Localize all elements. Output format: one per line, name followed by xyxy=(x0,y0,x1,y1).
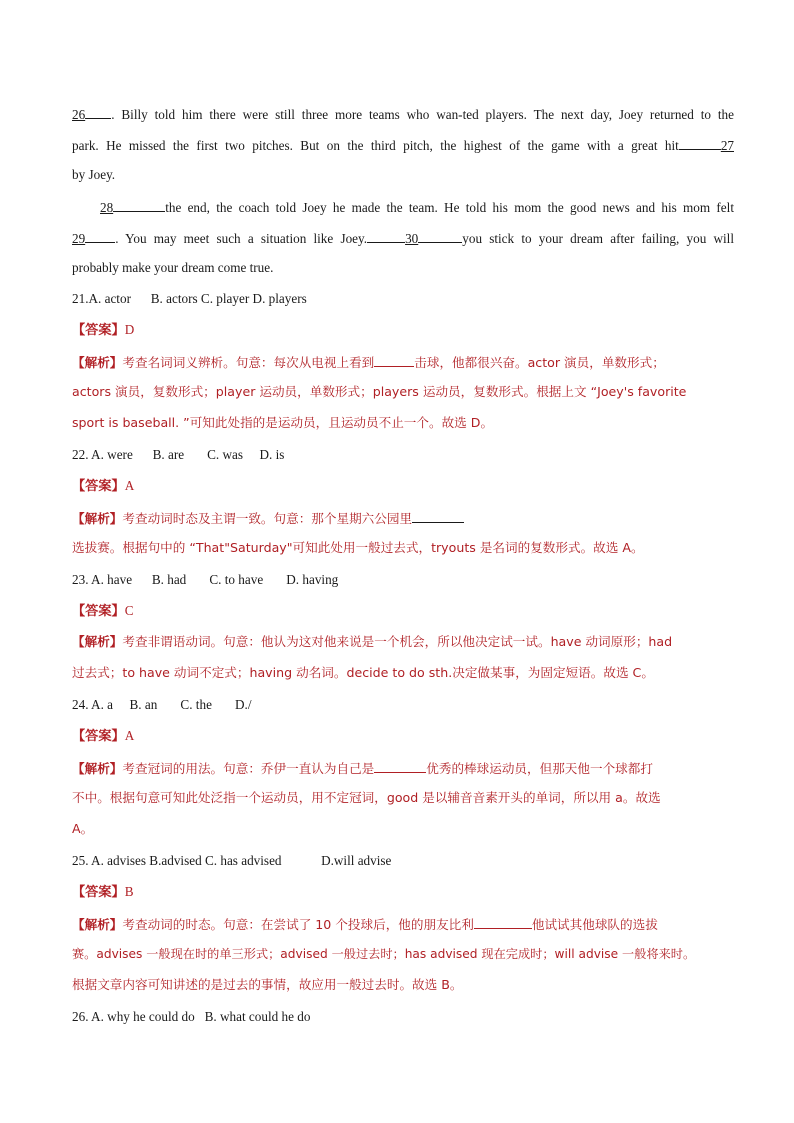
analysis-line: 赛。advises 一般现在时的单三形式；advised 一般过去时；has advised 现在完成时；will advise 一般将来时。 xyxy=(72,947,696,961)
analysis-line: 根据文章内容可知讲述的是过去的事情，故应用一般过去时。故选 B。 xyxy=(72,977,463,992)
analysis-line: A。 xyxy=(72,821,94,836)
answer-value: B xyxy=(124,884,134,899)
answer-blank xyxy=(418,228,462,243)
answer-line: 【答案】D xyxy=(72,322,135,338)
answer-blank xyxy=(85,228,115,243)
passage-line-1: 26 . Billy told him there were still three more teams who wan-ted players. The next day, Joey returned to the xyxy=(72,104,734,124)
answer-blank xyxy=(374,352,414,367)
passage-line-3: by Joey. xyxy=(72,167,116,182)
blank-number: 30 xyxy=(405,231,419,246)
blank-number: 29 xyxy=(72,231,86,246)
answer-line: 【答案】A xyxy=(72,478,135,494)
answer-value: D xyxy=(124,322,135,337)
passage-line-4: 28 the end, the coach told Joey he made the team. He told his mom the good news and his mom felt xyxy=(100,197,734,217)
analysis-line: 不中。根据句意可知此处泛指一个运动员，用不定冠词，good 是以辅音音素开头的单词，所以用 a。故选 xyxy=(72,790,661,805)
blank-number: 28 xyxy=(100,200,114,215)
answer-blank xyxy=(412,508,464,523)
answer-blank xyxy=(374,758,426,773)
answer-blank xyxy=(367,228,405,243)
passage-line-6: probably make your dream come true. xyxy=(72,260,274,275)
blank-number: 26 xyxy=(72,107,86,122)
analysis-line: 【解析】考查名词词义辨析。句意：每次从电视上看到 击球，他都很兴奋。actor 演员，单数形式； xyxy=(72,352,734,372)
answer-value: A xyxy=(124,478,135,493)
answer-line: 【答案】B xyxy=(72,884,134,900)
analysis-line: 【解析】考查非谓语动词。句意：他认为这对他来说是一个机会，所以他决定试一试。have 动词原形；had xyxy=(72,634,673,649)
analysis-line: sport is baseball. ”可知此处指的是运动员，且运动员不止一个。故选 D。 xyxy=(72,415,494,430)
question-options: 21.A. actor B. actors C. player D. players xyxy=(72,291,307,306)
analysis-line: 【解析】考查动词时态及主谓一致。句意：那个星期六公园里 xyxy=(72,508,734,528)
answer-blank xyxy=(85,104,111,119)
answer-blank xyxy=(113,197,165,212)
question-options: 26. A. why he could do B. what could he do xyxy=(72,1009,311,1024)
answer-blank xyxy=(474,914,532,929)
question-options: 25. A. advises B.advised C. has advised D.will advise xyxy=(72,853,392,868)
answer-line: 【答案】C xyxy=(72,603,134,619)
answer-value: C xyxy=(124,603,134,618)
passage-line-2: park. He missed the first two pitches. But on the third pitch, the highest of the game with a great hit 27 xyxy=(72,135,734,155)
analysis-line: 选拔赛。根据句中的 “That"Saturday"可知此处用一般过去式，tryouts 是名词的复数形式。故选 A。 xyxy=(72,540,644,555)
question-options: 24. A. a B. an C. the D./ xyxy=(72,697,252,712)
answer-line: 【答案】A xyxy=(72,728,135,744)
blank-number: 27 xyxy=(720,138,734,153)
answer-blank xyxy=(679,135,721,150)
analysis-line: 过去式；to have 动词不定式；having 动名词。decide to do sth.决定做某事，为固定短语。故选 C。 xyxy=(72,665,654,680)
analysis-line: 【解析】考查动词的时态。句意：在尝试了 10 个投球后，他的朋友比利 他试试其他球队的选拔 xyxy=(72,914,734,934)
answer-value: A xyxy=(124,728,135,743)
question-options: 22. A. were B. are C. was D. is xyxy=(72,447,285,462)
passage-line-5: 29 . You may meet such a situation like Joey. 30 you stick to your dream after failing, you will xyxy=(72,228,734,248)
analysis-line: 【解析】考查冠词的用法。句意：乔伊一直认为自己是 优秀的棒球运动员，但那天他一个球都打 xyxy=(72,758,734,778)
analysis-line: actors 演员，复数形式；player 运动员，单数形式；players 运动员，复数形式。根据上文 “Joey's favorite xyxy=(72,384,687,399)
question-options: 23. A. have B. had C. to have D. having xyxy=(72,572,339,587)
